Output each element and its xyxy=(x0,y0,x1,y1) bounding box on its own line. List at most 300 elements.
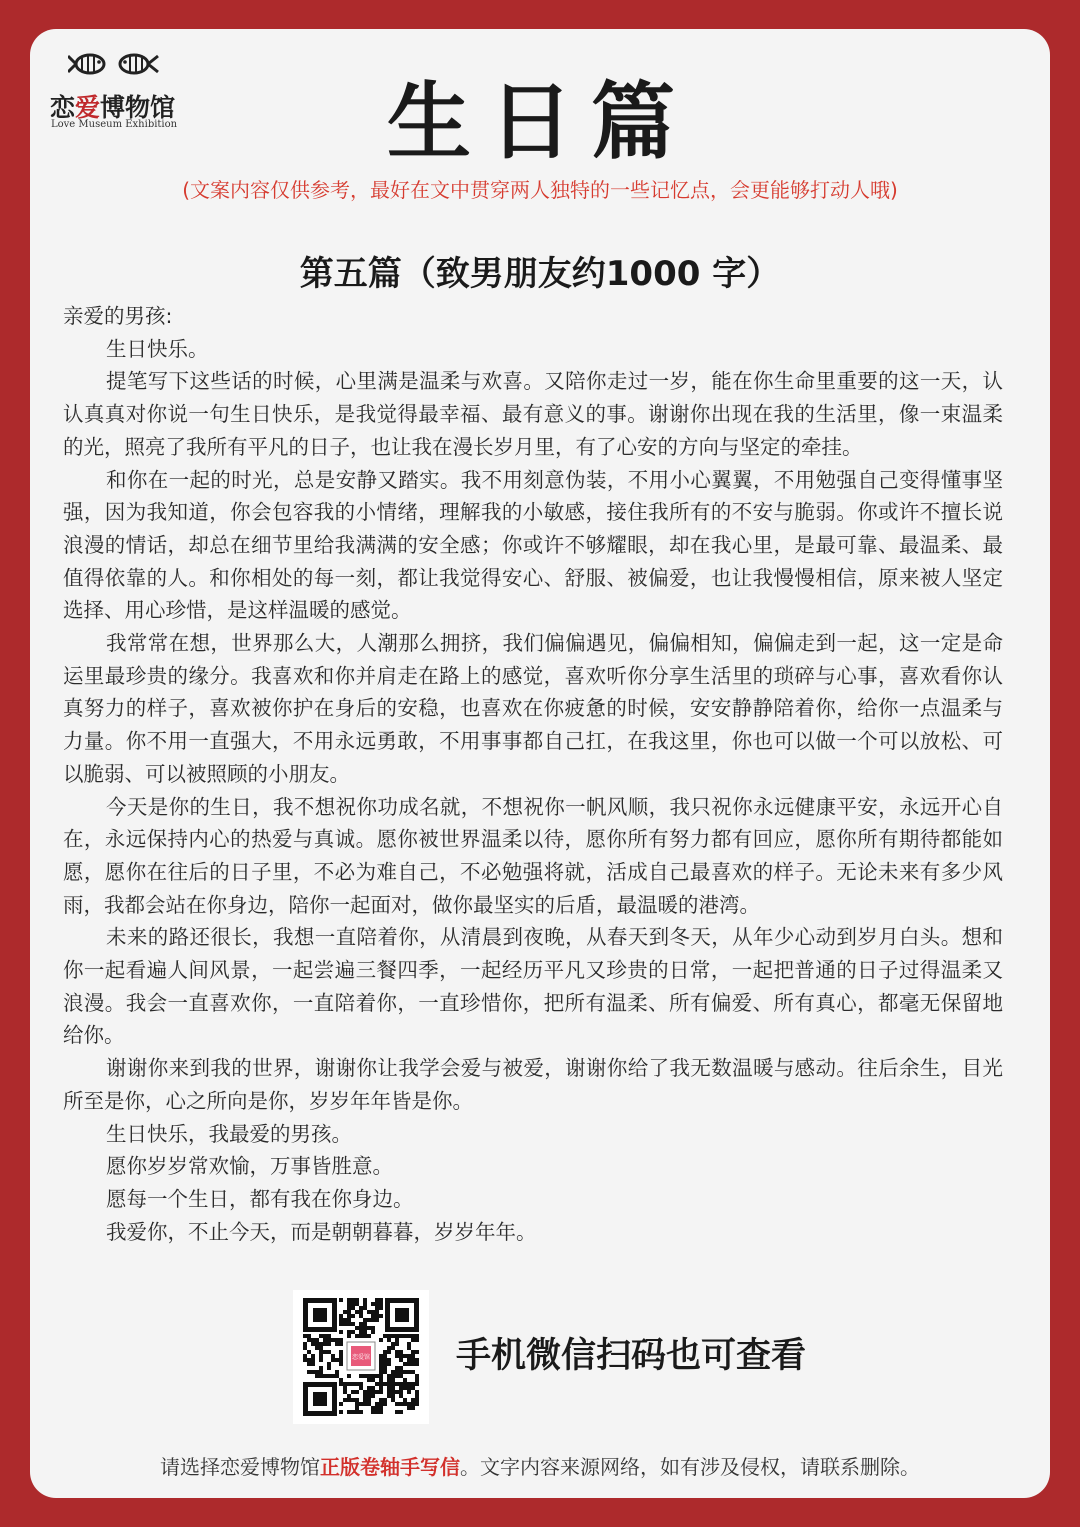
qr-module xyxy=(355,1310,359,1314)
qr-module xyxy=(379,1406,383,1410)
letter-paragraph: 愿每一个生日，都有我在你身边。 xyxy=(106,1186,414,1211)
qr-module xyxy=(319,1334,323,1338)
qr-module xyxy=(323,1334,327,1338)
qr-module xyxy=(399,1358,403,1362)
qr-module xyxy=(355,1302,359,1306)
qr-module xyxy=(359,1310,363,1314)
qr-module xyxy=(359,1386,363,1390)
qr-module xyxy=(375,1314,379,1318)
qr-module xyxy=(375,1406,379,1410)
page-title: 生日篇 xyxy=(386,72,693,171)
qr-module xyxy=(395,1366,399,1370)
qr-module xyxy=(355,1398,359,1402)
qr-module xyxy=(387,1358,391,1362)
qr-module xyxy=(367,1318,371,1322)
qr-finder-bottom-left xyxy=(303,1382,337,1416)
qr-module xyxy=(415,1334,419,1338)
qr-module xyxy=(343,1386,347,1390)
qr-module xyxy=(371,1390,375,1394)
qr-module xyxy=(367,1394,371,1398)
qr-module xyxy=(311,1342,315,1346)
qr-module xyxy=(411,1386,415,1390)
qr-module xyxy=(327,1362,331,1366)
qr-module xyxy=(367,1390,371,1394)
qr-module xyxy=(347,1398,351,1402)
qr-module xyxy=(335,1338,339,1342)
qr-module xyxy=(395,1338,399,1342)
qr-module xyxy=(407,1362,411,1366)
qr-module xyxy=(387,1394,391,1398)
qr-module xyxy=(415,1374,419,1378)
letter-paragraph: 我常常在想，世界那么大，人潮那么拥挤，我们偏偏遇见，偏偏相知，偏偏走到一起，这一定是命运里最珍贵的缘分。我喜欢和你并肩走在路上的感觉，喜欢听你分享生活里的琐碎与心事，喜欢看你认真努力的样子，喜欢被你护在身后的安稳，也喜欢在你疲惫的时候，安安静静陪着你，给你一点温柔与力量。你不用一直强大，不用永远勇敢，不用事事都自己扛，在我这里，你也可以做一个可以放松、可以脆弱、可以被照顾的小朋友。 xyxy=(63,631,1003,786)
letter-salutation: 亲爱的男孩: xyxy=(63,304,173,328)
qr-module xyxy=(347,1334,351,1338)
qr-module xyxy=(359,1374,363,1378)
qr-module xyxy=(351,1390,355,1394)
qr-module xyxy=(375,1306,379,1310)
qr-module xyxy=(303,1346,307,1350)
qr-module xyxy=(371,1410,375,1414)
qr-module xyxy=(391,1334,395,1338)
qr-module xyxy=(327,1366,331,1370)
qr-module xyxy=(411,1334,415,1338)
qr-module xyxy=(339,1298,343,1302)
qr-module xyxy=(395,1334,399,1338)
qr-module xyxy=(387,1378,391,1382)
qr-module xyxy=(359,1410,363,1414)
qr-module xyxy=(347,1306,351,1310)
qr-module xyxy=(407,1346,411,1350)
qr-module xyxy=(403,1354,407,1358)
qr-module xyxy=(411,1354,415,1358)
qr-module xyxy=(379,1306,383,1310)
qr-module xyxy=(395,1402,399,1406)
qr-module xyxy=(355,1326,359,1330)
qr-module xyxy=(387,1334,391,1338)
qr-module xyxy=(383,1370,387,1374)
qr-module xyxy=(355,1390,359,1394)
qr-module xyxy=(347,1318,351,1322)
qr-module xyxy=(363,1318,367,1322)
qr-module xyxy=(395,1354,399,1358)
qr-module xyxy=(327,1334,331,1338)
qr-module xyxy=(391,1346,395,1350)
qr-module xyxy=(379,1362,383,1366)
qr-module xyxy=(407,1370,411,1374)
qr-module xyxy=(371,1318,375,1322)
qr-module xyxy=(383,1382,387,1386)
qr-module xyxy=(399,1390,403,1394)
qr-module xyxy=(395,1374,399,1378)
qr-module xyxy=(315,1346,319,1350)
qr-module xyxy=(307,1338,311,1342)
qr-module xyxy=(383,1398,387,1402)
qr-module xyxy=(379,1390,383,1394)
qr-module xyxy=(415,1362,419,1366)
qr-module xyxy=(363,1374,367,1378)
qr-module xyxy=(367,1334,371,1338)
qr-center-label: 恋爱馆 xyxy=(351,1354,371,1361)
qr-module xyxy=(391,1394,395,1398)
qr-module xyxy=(339,1410,343,1414)
qr-module xyxy=(347,1410,351,1414)
qr-module xyxy=(375,1410,379,1414)
qr-module xyxy=(395,1390,399,1394)
brand-name: 恋爱博物馆 xyxy=(50,93,176,122)
qr-module xyxy=(331,1354,335,1358)
qr-module xyxy=(311,1370,315,1374)
qr-module xyxy=(371,1378,375,1382)
qr-module xyxy=(311,1358,315,1362)
qr-module xyxy=(415,1394,419,1398)
qr-module xyxy=(347,1322,351,1326)
qr-module xyxy=(351,1302,355,1306)
qr-module xyxy=(335,1374,339,1378)
qr-module xyxy=(351,1298,355,1302)
qr-module xyxy=(363,1398,367,1402)
qr-module xyxy=(395,1350,399,1354)
qr-module xyxy=(339,1354,343,1358)
qr-module xyxy=(371,1314,375,1318)
qr-module xyxy=(375,1374,379,1378)
scan-caption: 手机微信扫码也可查看 xyxy=(456,1336,807,1376)
qr-module xyxy=(411,1350,415,1354)
qr-module xyxy=(407,1382,411,1386)
qr-module xyxy=(355,1382,359,1386)
qr-module xyxy=(319,1350,323,1354)
qr-module xyxy=(363,1306,367,1310)
letter-paragraph: 今天是你的生日，我不想祝你功成名就，不想祝你一帆风顺，我只祝你永远健康平安，永远开心自在，永远保持内心的热爱与真诚。愿你被世界温柔以待，愿你所有努力都有回应，愿你所有期待都能如愿，愿你在往后的日子里，不必为难自己，不必勉强将就，活成自己最喜欢的样子。无论未来有多少风雨，我都会站在你身边，陪你一起面对，做你最坚实的后盾，最温暖的港湾。 xyxy=(63,794,1003,917)
reference-note: (文案内容仅供参考，最好在文中贯穿两人独特的一些记忆点，会更能够打动人哦) xyxy=(182,178,898,202)
qr-module xyxy=(367,1326,371,1330)
qr-module xyxy=(307,1370,311,1374)
qr-module xyxy=(315,1370,319,1374)
qr-module xyxy=(319,1374,323,1378)
qr-module xyxy=(375,1402,379,1406)
qr-module xyxy=(351,1398,355,1402)
qr-module xyxy=(311,1354,315,1358)
qr-module xyxy=(387,1390,391,1394)
qr-module xyxy=(407,1342,411,1346)
qr-module xyxy=(327,1350,331,1354)
qr-module xyxy=(379,1314,383,1318)
qr-module xyxy=(371,1386,375,1390)
qr-module xyxy=(351,1410,355,1414)
qr-module xyxy=(399,1350,403,1354)
qr-module xyxy=(363,1330,367,1334)
qr-module xyxy=(371,1374,375,1378)
qr-module xyxy=(411,1382,415,1386)
qr-module xyxy=(359,1402,363,1406)
qr-module xyxy=(363,1402,367,1406)
qr-module xyxy=(367,1310,371,1314)
qr-module xyxy=(303,1354,307,1358)
qr-module xyxy=(387,1350,391,1354)
qr-module xyxy=(323,1342,327,1346)
qr-module xyxy=(379,1378,383,1382)
qr-module xyxy=(307,1362,311,1366)
qr-module xyxy=(383,1334,387,1338)
qr-module xyxy=(387,1362,391,1366)
qr-module xyxy=(375,1302,379,1306)
qr-module xyxy=(399,1410,403,1414)
qr-module xyxy=(319,1370,323,1374)
qr-module xyxy=(303,1342,307,1346)
qr-module xyxy=(355,1410,359,1414)
qr-module xyxy=(335,1358,339,1362)
qr-module xyxy=(315,1338,319,1342)
qr-module xyxy=(315,1342,319,1346)
qr-module xyxy=(331,1374,335,1378)
brand-tagline: Love Museum Exhibition xyxy=(51,119,178,130)
letter-paragraph: 生日快乐。 xyxy=(106,336,209,361)
qr-module xyxy=(371,1406,375,1410)
qr-module xyxy=(395,1382,399,1386)
qr-module xyxy=(351,1314,355,1318)
qr-module xyxy=(415,1390,419,1394)
qr-module xyxy=(383,1358,387,1362)
qr-module xyxy=(343,1310,347,1314)
qr-module xyxy=(399,1370,403,1374)
qr-module xyxy=(395,1342,399,1346)
qr-module xyxy=(383,1402,387,1406)
qr-module xyxy=(379,1298,383,1302)
qr-module xyxy=(391,1382,395,1386)
qr-module xyxy=(347,1330,351,1334)
qr-module xyxy=(303,1334,307,1338)
qr-module xyxy=(379,1386,383,1390)
qr-module xyxy=(367,1402,371,1406)
qr-module xyxy=(315,1374,319,1378)
qr-module xyxy=(351,1322,355,1326)
qr-module xyxy=(355,1298,359,1302)
qr-module xyxy=(391,1398,395,1402)
qr-module xyxy=(375,1298,379,1302)
qr-module xyxy=(339,1318,343,1322)
qr-module xyxy=(347,1374,351,1378)
qr-module xyxy=(339,1342,343,1346)
qr-code-icon[interactable] xyxy=(293,1290,429,1424)
qr-module xyxy=(335,1370,339,1374)
qr-module xyxy=(411,1338,415,1342)
letter-paragraph: 我爱你，不止今天，而是朝朝暮暮，岁岁年年。 xyxy=(106,1219,537,1244)
qr-module xyxy=(379,1410,383,1414)
qr-module xyxy=(371,1310,375,1314)
qr-module xyxy=(323,1338,327,1342)
qr-module xyxy=(403,1402,407,1406)
qr-module xyxy=(331,1358,335,1362)
qr-module xyxy=(407,1402,411,1406)
qr-module xyxy=(399,1366,403,1370)
qr-module xyxy=(407,1358,411,1362)
qr-module xyxy=(411,1362,415,1366)
qr-module xyxy=(371,1394,375,1398)
qr-module xyxy=(395,1410,399,1414)
qr-module xyxy=(363,1326,367,1330)
qr-module xyxy=(359,1314,363,1318)
letter-body xyxy=(63,300,1003,1248)
qr-module xyxy=(411,1406,415,1410)
qr-module xyxy=(355,1402,359,1406)
qr-module xyxy=(383,1350,387,1354)
qr-module xyxy=(311,1338,315,1342)
qr-module xyxy=(399,1354,403,1358)
qr-module xyxy=(347,1394,351,1398)
qr-module xyxy=(399,1386,403,1390)
qr-module xyxy=(323,1374,327,1378)
qr-module xyxy=(359,1322,363,1326)
qr-module xyxy=(339,1358,343,1362)
qr-module xyxy=(371,1326,375,1330)
qr-module xyxy=(367,1378,371,1382)
qr-module xyxy=(387,1386,391,1390)
qr-finder-top-right xyxy=(385,1298,419,1332)
qr-module xyxy=(379,1338,383,1342)
qr-module xyxy=(391,1370,395,1374)
qr-module xyxy=(327,1374,331,1378)
letter-paragraph: 和你在一起的时光，总是安静又踏实。我不用刻意伪装，不用小心翼翼，不用勉强自己变得懂事坚强，因为我知道，你会包容我的小情绪，理解我的小敏感，接住我所有的不安与脆弱。你或许不擅长说浪漫的情话，却总在细节里给我满满的安全感；你或许不够耀眼，却在我心里，是最可靠、最温柔、最值得依靠的人。和你相处的每一刻，都让我觉得安心、舒服、被偏爱，也让我慢慢相信，原来被人坚定选择、用心珍惜，是这样温暖的感觉。 xyxy=(63,467,1003,623)
qr-module xyxy=(343,1322,347,1326)
qr-module xyxy=(367,1398,371,1402)
letter-paragraph: 提笔写下这些话的时候，心里满是温柔与欢喜。又陪你走过一岁，能在你生命里重要的这一天，认认真真对你说一句生日快乐，是我觉得最幸福、最有意义的事。谢谢你出现在我的生活里，像一束温柔的光，照亮了我所有平凡的日子，也让我在漫长岁月里，有了心安的方向与坚定的牵挂。 xyxy=(63,369,1003,459)
qr-finder-top-left xyxy=(303,1298,337,1332)
qr-module xyxy=(411,1398,415,1402)
qr-module xyxy=(411,1370,415,1374)
qr-module xyxy=(375,1318,379,1322)
qr-module xyxy=(391,1378,395,1382)
qr-module xyxy=(371,1302,375,1306)
qr-module xyxy=(407,1354,411,1358)
qr-module xyxy=(403,1334,407,1338)
qr-module xyxy=(415,1382,419,1386)
qr-module xyxy=(387,1382,391,1386)
qr-module xyxy=(347,1382,351,1386)
qr-module xyxy=(359,1326,363,1330)
qr-module xyxy=(391,1390,395,1394)
qr-module xyxy=(415,1338,419,1342)
qr-module xyxy=(339,1350,343,1354)
letter-paragraph: 谢谢你来到我的世界，谢谢你让我学会爱与被爱，谢谢你给了我无数温暖与感动。往后余生，目光所至是你，心之所向是你，岁岁年年皆是你。 xyxy=(63,1056,1003,1113)
footer-disclaimer: 请选择恋爱博物馆正版卷轴手写信。文字内容来源网络，如有涉及侵权，请联系删除。 xyxy=(160,1455,920,1479)
qr-module xyxy=(415,1378,419,1382)
qr-module xyxy=(367,1386,371,1390)
qr-module xyxy=(339,1382,343,1386)
qr-module xyxy=(363,1322,367,1326)
qr-module xyxy=(359,1330,363,1334)
qr-module xyxy=(351,1382,355,1386)
qr-module xyxy=(339,1330,343,1334)
qr-module xyxy=(343,1382,347,1386)
qr-module xyxy=(403,1386,407,1390)
letter-paragraph: 生日快乐，我最爱的男孩。 xyxy=(106,1121,353,1146)
qr-module xyxy=(359,1382,363,1386)
qr-module xyxy=(307,1350,311,1354)
qr-module xyxy=(363,1302,367,1306)
qr-module xyxy=(415,1350,419,1354)
qr-module xyxy=(351,1330,355,1334)
qr-module xyxy=(331,1338,335,1342)
qr-module xyxy=(339,1338,343,1342)
qr-module xyxy=(355,1406,359,1410)
qr-module xyxy=(383,1362,387,1366)
qr-module xyxy=(407,1390,411,1394)
qr-module xyxy=(403,1370,407,1374)
qr-module xyxy=(307,1334,311,1338)
qr-module xyxy=(411,1358,415,1362)
qr-module xyxy=(403,1378,407,1382)
qr-module xyxy=(327,1338,331,1342)
qr-module xyxy=(379,1370,383,1374)
qr-module xyxy=(343,1390,347,1394)
qr-module xyxy=(319,1342,323,1346)
qr-module xyxy=(363,1390,367,1394)
qr-module xyxy=(415,1402,419,1406)
qr-module xyxy=(407,1406,411,1410)
qr-module xyxy=(387,1374,391,1378)
letter-paragraph: 未来的路还很长，我想一直陪着你，从清晨到夜晚，从春天到冬天，从年少心动到岁月白头。想和你一起看遍人间风景，一起尝遍三餐四季，一起经历平凡又珍贵的日常，一起把普通的日子过得温柔又浪漫。我会一直喜欢你，一直陪着你，一直珍惜你，把所有温柔、所有偏爱、所有真心，都毫无保留地给你。 xyxy=(63,925,1003,1048)
qr-module xyxy=(303,1358,307,1362)
qr-module xyxy=(379,1354,383,1358)
qr-module xyxy=(379,1302,383,1306)
qr-module xyxy=(415,1358,419,1362)
qr-module xyxy=(379,1402,383,1406)
qr-module xyxy=(403,1398,407,1402)
qr-module xyxy=(383,1366,387,1370)
qr-module xyxy=(379,1382,383,1386)
qr-module xyxy=(319,1358,323,1362)
section-subtitle: 第五篇（致男朋友约1000 字） xyxy=(299,254,781,294)
qr-module xyxy=(363,1298,367,1302)
footer-highlight-link[interactable]: 正版卷轴手写信 xyxy=(320,1455,460,1479)
qr-module xyxy=(319,1346,323,1350)
qr-module xyxy=(391,1374,395,1378)
qr-module xyxy=(339,1362,343,1366)
qr-module xyxy=(407,1334,411,1338)
qr-module xyxy=(339,1314,343,1318)
qr-module xyxy=(371,1330,375,1334)
qr-module xyxy=(339,1322,343,1326)
qr-module xyxy=(391,1386,395,1390)
qr-module xyxy=(403,1362,407,1366)
qr-module xyxy=(415,1398,419,1402)
qr-module xyxy=(375,1382,379,1386)
qr-module xyxy=(359,1334,363,1338)
qr-module xyxy=(347,1298,351,1302)
qr-module xyxy=(367,1374,371,1378)
qr-module xyxy=(399,1334,403,1338)
qr-module xyxy=(411,1402,415,1406)
qr-module xyxy=(323,1350,327,1354)
qr-module xyxy=(355,1334,359,1338)
qr-module xyxy=(375,1310,379,1314)
qr-module xyxy=(311,1362,315,1366)
qr-module xyxy=(379,1398,383,1402)
qr-module xyxy=(399,1402,403,1406)
qr-module xyxy=(339,1402,343,1406)
qr-module xyxy=(399,1394,403,1398)
qr-module xyxy=(339,1378,343,1382)
qr-module xyxy=(379,1374,383,1378)
qr-module xyxy=(399,1382,403,1386)
qr-module xyxy=(387,1346,391,1350)
qr-module xyxy=(319,1354,323,1358)
qr-module xyxy=(359,1306,363,1310)
qr-module xyxy=(343,1398,347,1402)
qr-module xyxy=(387,1338,391,1342)
qr-module xyxy=(327,1342,331,1346)
qr-module xyxy=(383,1354,387,1358)
qr-module xyxy=(391,1342,395,1346)
